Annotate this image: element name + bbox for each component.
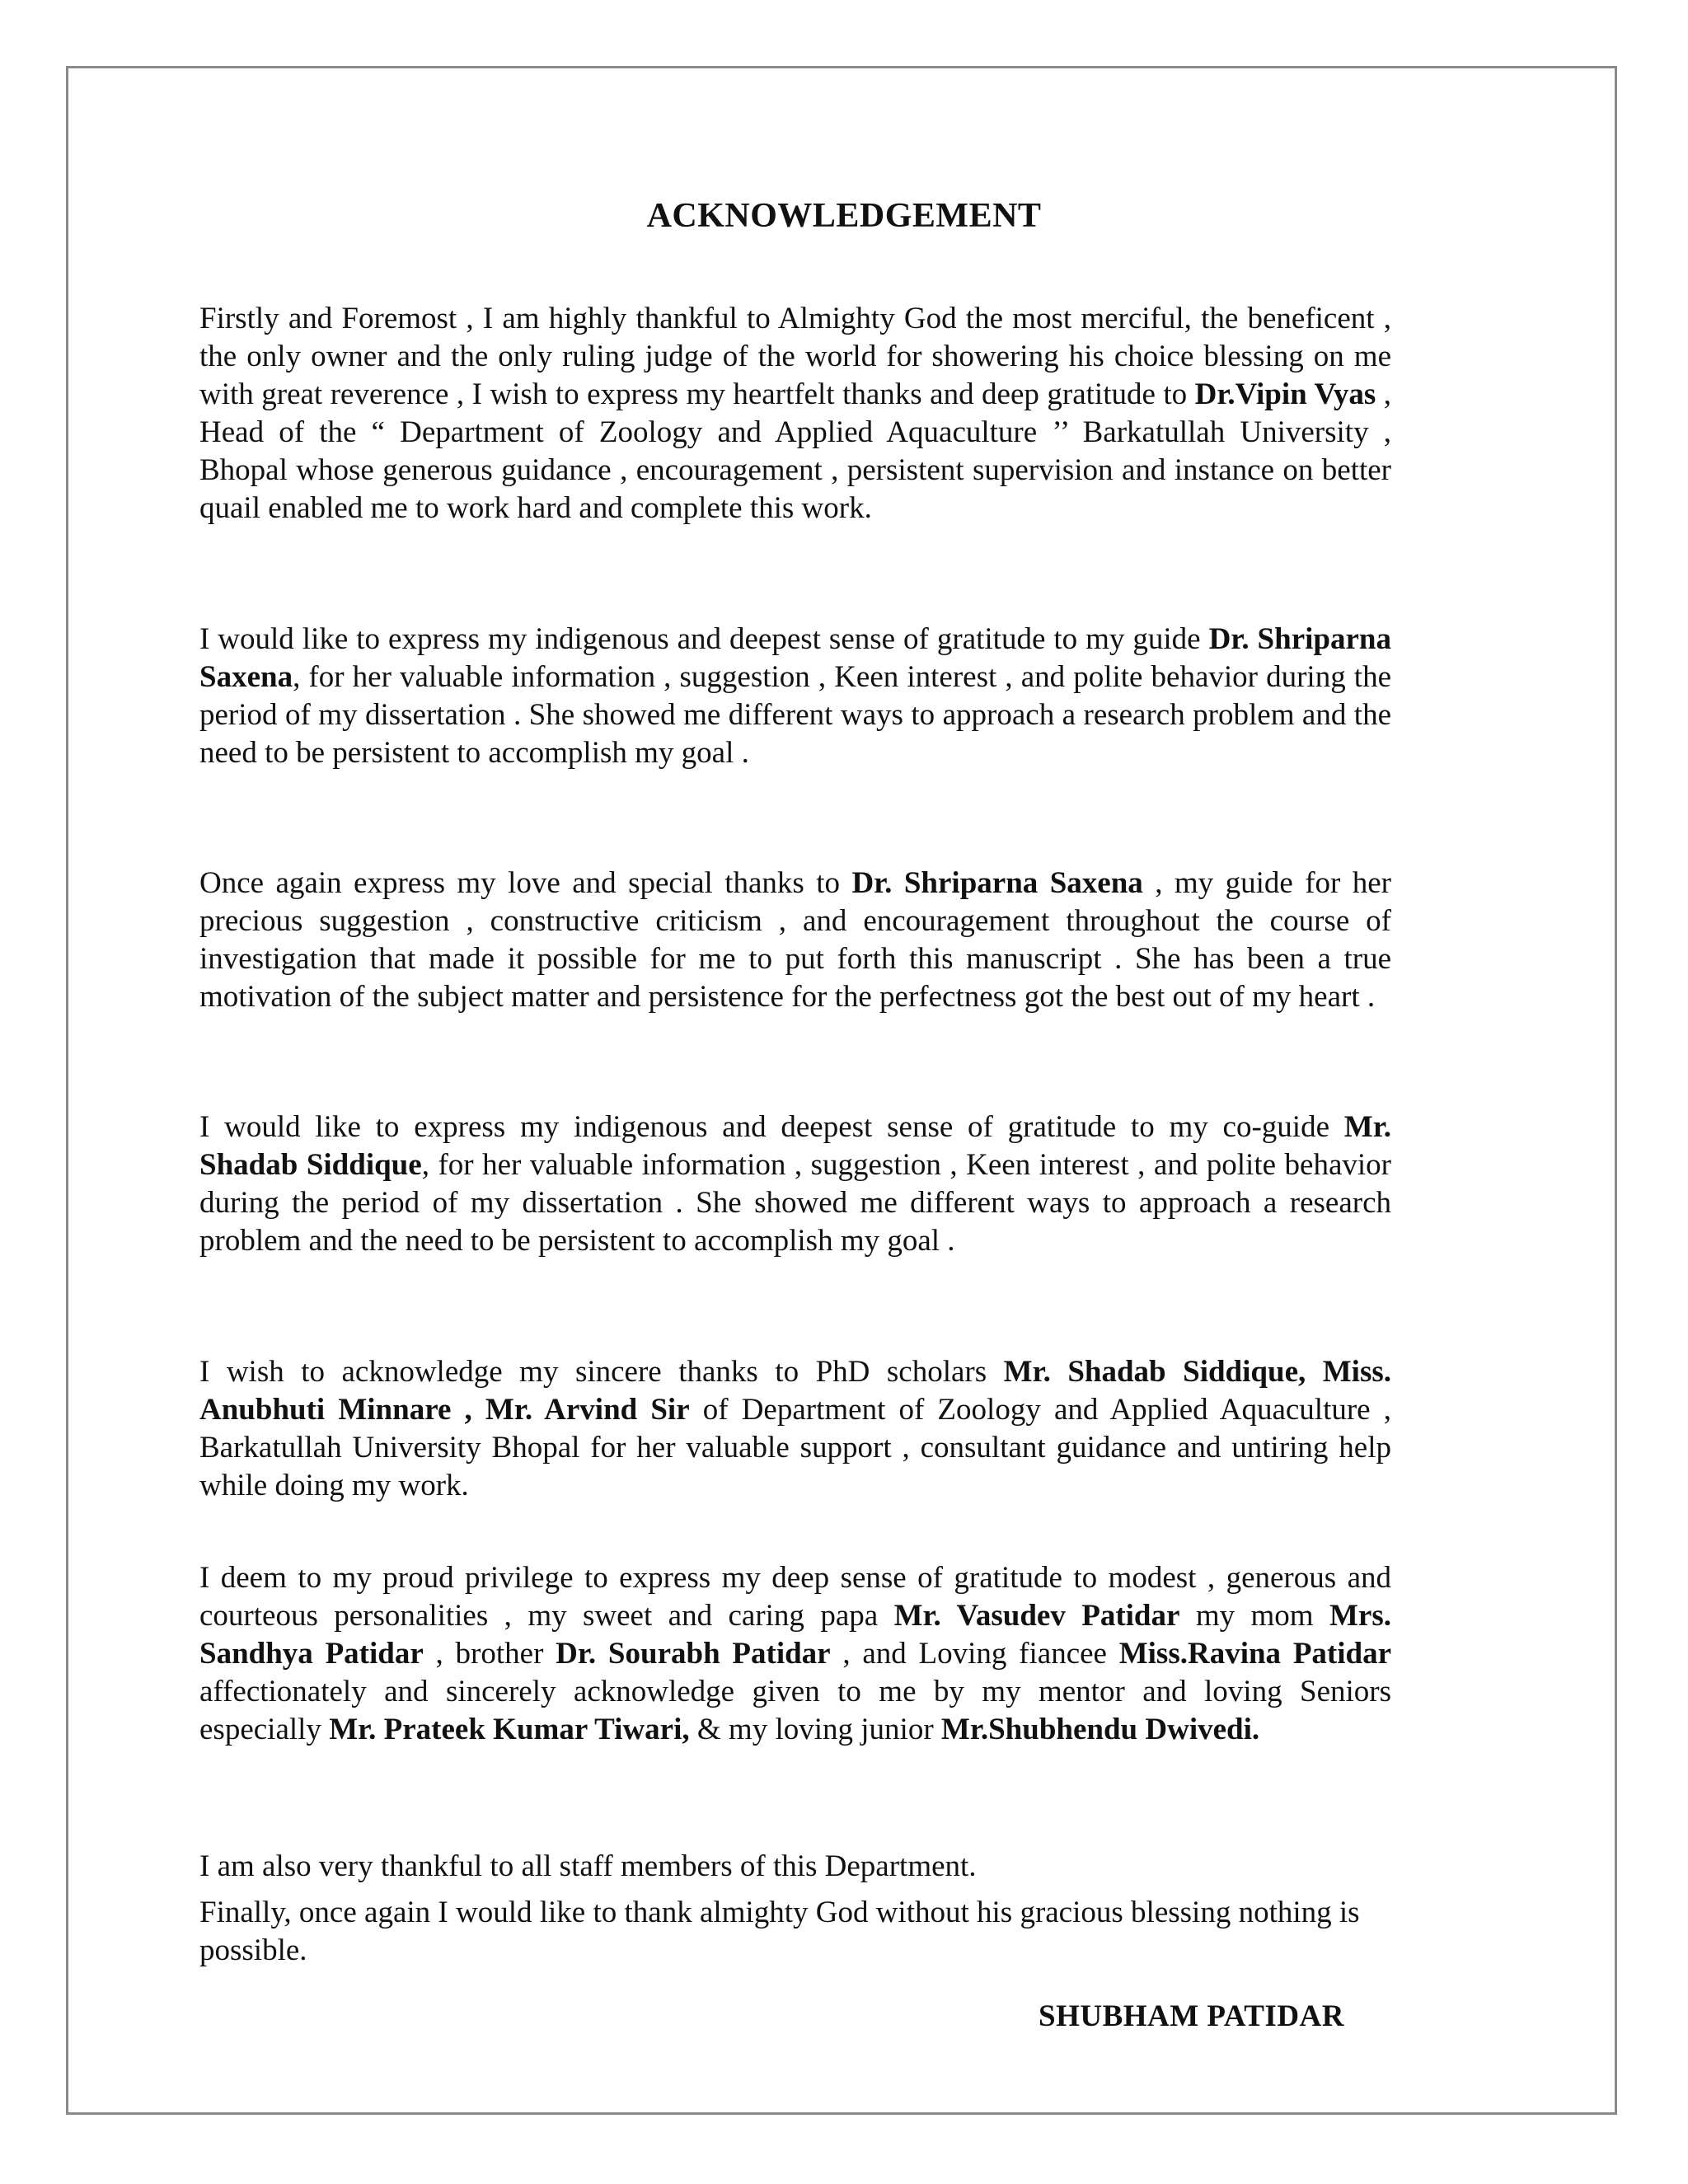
paragraph-1 — [199, 300, 1391, 527]
paragraph-2 — [199, 621, 1391, 772]
bold-name: Miss.Ravina Patidar — [1118, 1637, 1392, 1671]
bold-name: Mr. Shadab Siddique, Miss. Anubhuti Minnare , Mr. Arvind Sir — [199, 1355, 1391, 1427]
bold-name: Dr. Shriparna Saxena — [851, 866, 1143, 900]
text: affectionately and sincerely acknowledge given to me by my mentor and loving Seniors especially — [199, 1675, 1391, 1746]
text: , my guide for her precious suggestion , constructive criticism , and encouragement throughout the course of investigation that made it possible for me to put forth this manuscript . She has been a true motivation of the subject matter and persistence for the perfectness got the best out of my heart . — [199, 866, 1392, 1014]
text: I would like to express my indigenous and deepest sense of gratitude to my co-guide — [199, 1110, 1344, 1144]
paragraph-5 — [199, 1353, 1391, 1505]
text: Firstly and Foremost , I am highly thankful to Almighty God the most merciful, the beneficent , the only owner and the only ruling judge of the world for showering his choice blessing on me with great reverence , I wish to express my heartfelt thanks and deep gratitude to — [199, 302, 1391, 411]
paragraph-4 — [199, 1108, 1391, 1260]
text: , brother — [423, 1637, 556, 1671]
text: I deem to my proud privilege to express my deep sense of gratitude to modest , generous and courteous personalities , my sweet and caring papa — [199, 1561, 1391, 1633]
bold-name: Mr. Prateek Kumar Tiwari, — [329, 1713, 690, 1746]
text: of Department of Zoology and Applied Aquaculture , Barkatullah University Bhopal for her valuable support , consultant guidance and untiring help while doing my work. — [199, 1393, 1391, 1502]
bold-name: Dr. Sourabh Patidar — [556, 1637, 831, 1671]
text: , for her valuable information , suggestion , Keen interest , and polite behavior during the period of my dissertation . She showed me different ways to approach a research problem and the need to be persistent to accomplish my goal . — [199, 1148, 1391, 1258]
text: my mom — [1179, 1599, 1329, 1633]
text: I would like to express my indigenous and deepest sense of gratitude to my guide — [199, 622, 1209, 656]
text: & my loving junior — [689, 1713, 941, 1746]
text: , Head of the “ Department of Zoology and Applied Aquaculture ’’ Barkatullah University , Bhopal whose generous guidance , encouragement , persistent supervision and instance on better quail enabled me to work hard and complete this work. — [199, 377, 1391, 525]
page-title: ACKNOWLEDGEMENT — [646, 197, 1042, 235]
text: , and Loving fiancee — [830, 1637, 1119, 1671]
bold-name: Mr.Shubhendu Dwivedi. — [940, 1713, 1260, 1746]
paragraph-6 — [199, 1559, 1391, 1749]
text: Once again express my love and special thanks to — [199, 866, 852, 900]
paragraph-8: Finally, once again I would like to thank almighty God without his gracious blessing nothing is possible. — [199, 1896, 1360, 1967]
bold-name: Mr. Shadab Siddique — [199, 1110, 1391, 1182]
bold-name: Mrs. Sandhya Patidar — [199, 1599, 1391, 1671]
text: , for her valuable information , suggestion , Keen interest , and polite behavior during the period of my dissertation . She showed me different ways to approach a research problem and the need to be persistent to accomplish my goal . — [199, 660, 1391, 770]
bold-name: Mr. Vasudev Patidar — [893, 1599, 1180, 1633]
paragraph-7: I am also very thankful to all staff members of this Department. — [199, 1849, 977, 1883]
signature: SHUBHAM PATIDAR — [1039, 1999, 1344, 2033]
paragraph-3 — [199, 865, 1391, 1016]
bold-name: Dr.Vipin Vyas — [1194, 377, 1376, 411]
text: I wish to acknowledge my sincere thanks to PhD scholars — [199, 1355, 1004, 1389]
bold-name: Dr. Shriparna Saxena — [199, 622, 1391, 694]
